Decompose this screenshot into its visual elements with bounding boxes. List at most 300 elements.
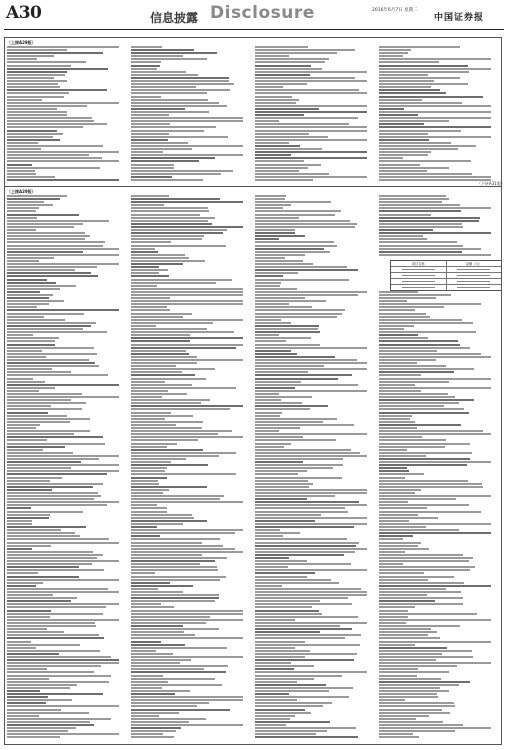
text-line — [379, 480, 468, 482]
text-line — [131, 65, 160, 67]
text-line — [255, 61, 325, 63]
text-line — [379, 439, 446, 441]
text-line — [7, 467, 71, 469]
text-line — [131, 631, 184, 633]
text-line — [131, 74, 198, 76]
text-line — [131, 718, 206, 720]
text-line — [255, 430, 279, 432]
text-line — [255, 266, 347, 268]
text-line — [131, 569, 218, 571]
text-line — [255, 535, 283, 537]
text-line — [255, 275, 283, 277]
text-line — [379, 507, 427, 509]
text-line — [255, 681, 297, 683]
text-line — [379, 102, 462, 104]
text-line — [7, 238, 85, 240]
masthead-rule — [4, 29, 504, 30]
text-line — [131, 248, 155, 250]
text-line — [255, 294, 358, 296]
text-line — [131, 443, 177, 445]
text-line — [379, 160, 471, 162]
text-line — [255, 384, 358, 386]
text-line — [131, 653, 173, 655]
text-line — [7, 634, 99, 636]
text-line — [131, 622, 206, 624]
text-line — [379, 415, 412, 417]
text-line — [255, 316, 337, 318]
text-line — [131, 328, 207, 330]
text-line — [131, 378, 206, 380]
text-line — [7, 232, 85, 234]
text-line — [131, 665, 228, 667]
text-line — [379, 656, 473, 658]
text-line — [7, 92, 69, 94]
text-line — [379, 579, 428, 581]
text-line — [379, 554, 463, 556]
text-line — [255, 548, 367, 550]
text-line — [7, 347, 94, 349]
text-line — [131, 139, 168, 141]
text-line — [7, 68, 108, 70]
text-line — [255, 730, 327, 732]
text-line — [131, 647, 227, 649]
text-line — [7, 678, 49, 680]
text-line — [7, 254, 119, 256]
text-line — [131, 603, 161, 605]
text-line — [7, 517, 49, 519]
text-line — [131, 130, 204, 132]
text-line — [7, 114, 67, 116]
text-line — [7, 235, 90, 237]
text-line — [255, 198, 285, 200]
text-line — [131, 257, 189, 259]
text-line — [379, 443, 470, 445]
text-line — [379, 313, 426, 315]
text-line — [379, 220, 479, 222]
text-line — [379, 467, 407, 469]
text-line — [255, 449, 351, 451]
text-line — [131, 563, 200, 565]
text-line — [379, 105, 491, 107]
text-line — [379, 130, 461, 132]
text-line — [379, 449, 407, 451]
text-line — [7, 542, 119, 544]
text-line — [7, 365, 99, 367]
text-column — [7, 195, 125, 742]
text-line — [379, 356, 491, 358]
text-line — [7, 501, 119, 503]
text-line — [255, 130, 367, 132]
text-line — [131, 260, 205, 262]
text-line — [131, 504, 157, 506]
text-line — [255, 520, 315, 522]
text-line — [131, 517, 194, 519]
text-line — [379, 696, 438, 698]
text-line — [255, 241, 334, 243]
text-line — [7, 334, 33, 336]
text-line — [7, 644, 80, 646]
text-line — [255, 597, 348, 599]
text-line — [255, 126, 367, 128]
page-number: A30 — [6, 3, 42, 23]
text-line — [7, 668, 47, 670]
text-line — [379, 665, 457, 667]
text-line — [131, 418, 165, 420]
text-line — [131, 331, 234, 333]
data-table — [390, 260, 502, 291]
text-line — [379, 86, 431, 88]
text-line — [379, 350, 437, 352]
text-line — [7, 446, 65, 448]
text-line — [131, 492, 163, 494]
text-line — [255, 504, 367, 506]
text-line — [7, 600, 71, 602]
text-line — [255, 170, 299, 172]
text-line — [7, 359, 89, 361]
text-line — [379, 408, 464, 410]
text-line — [7, 724, 94, 726]
text-line — [131, 415, 193, 417]
text-line — [379, 542, 421, 544]
text-line — [7, 696, 48, 698]
text-line — [379, 195, 446, 197]
text-line — [7, 272, 91, 274]
text-line — [379, 412, 469, 414]
text-line — [379, 517, 438, 519]
text-line — [131, 381, 165, 383]
text-line — [255, 709, 305, 711]
text-line — [379, 340, 458, 342]
text-line — [131, 254, 185, 256]
text-line — [131, 461, 171, 463]
text-line — [379, 148, 458, 150]
text-line — [131, 412, 171, 414]
text-line — [379, 576, 454, 578]
text-line — [131, 160, 199, 162]
text-line — [255, 418, 337, 420]
text-line — [379, 71, 469, 73]
text-line — [131, 387, 236, 389]
text-line — [255, 696, 349, 698]
text-line — [255, 470, 307, 472]
text-line — [379, 721, 443, 723]
text-line — [255, 238, 279, 240]
text-line — [7, 390, 39, 392]
text-line — [7, 381, 45, 383]
text-line — [7, 427, 36, 429]
text-line — [255, 687, 353, 689]
text-line — [131, 557, 227, 559]
text-line — [379, 55, 403, 57]
text-line — [255, 282, 281, 284]
text-line — [131, 477, 167, 479]
text-line — [255, 678, 314, 680]
text-line — [379, 126, 491, 128]
text-line — [131, 309, 170, 311]
text-line — [255, 334, 279, 336]
text-line — [7, 226, 74, 228]
text-line — [255, 464, 343, 466]
text-line — [7, 402, 86, 404]
text-line — [379, 207, 491, 209]
text-line — [379, 421, 415, 423]
text-line — [7, 120, 94, 122]
text-line — [255, 405, 328, 407]
text-line — [379, 61, 439, 63]
text-line — [131, 582, 170, 584]
text-line — [379, 145, 476, 147]
text-line — [131, 353, 189, 355]
text-line — [255, 675, 342, 677]
text-line — [255, 545, 356, 547]
text-line — [379, 399, 474, 401]
text-line — [255, 328, 318, 330]
text-line — [7, 297, 49, 299]
text-line — [131, 71, 186, 73]
text-line — [131, 217, 215, 219]
text-line — [131, 396, 162, 398]
text-line — [131, 325, 156, 327]
text-line — [7, 572, 38, 574]
text-line — [379, 501, 408, 503]
text-line — [7, 285, 76, 287]
text-line — [131, 625, 183, 627]
text-line — [7, 309, 119, 311]
text-column — [255, 46, 373, 184]
text-line — [7, 492, 98, 494]
text-line — [7, 662, 119, 664]
text-line — [7, 319, 65, 321]
text-line — [255, 350, 291, 352]
text-line — [255, 133, 309, 135]
text-line — [7, 126, 83, 128]
text-line — [255, 439, 336, 441]
text-line — [7, 157, 102, 159]
text-line — [131, 693, 175, 695]
text-line — [255, 210, 341, 212]
text-line — [255, 517, 367, 519]
text-line — [7, 443, 105, 445]
text-line — [379, 337, 428, 339]
text-line — [131, 721, 189, 723]
text-line — [255, 362, 367, 364]
text-line — [255, 74, 310, 76]
text-line — [7, 566, 79, 568]
text-line — [255, 489, 367, 491]
text-line — [379, 464, 467, 466]
text-line — [379, 303, 481, 305]
text-line — [379, 625, 460, 627]
text-line — [255, 371, 308, 373]
text-line — [379, 582, 464, 584]
text-line — [131, 291, 243, 293]
text-line — [7, 207, 39, 209]
text-column — [131, 46, 249, 184]
text-line — [379, 49, 411, 51]
text-line — [131, 501, 243, 503]
text-line — [379, 430, 483, 432]
text-line — [7, 173, 36, 175]
text-line — [131, 285, 157, 287]
text-line — [7, 49, 67, 51]
text-line — [379, 133, 428, 135]
text-line — [255, 492, 367, 494]
text-line — [379, 514, 418, 516]
text-line — [379, 396, 455, 398]
text-line — [131, 179, 203, 181]
section-divider — [4, 186, 502, 187]
text-line — [255, 223, 357, 225]
text-line — [255, 220, 350, 222]
text-line — [255, 705, 323, 707]
text-line — [379, 58, 491, 60]
table-row — [391, 284, 501, 290]
text-line — [7, 585, 36, 587]
text-line — [255, 322, 291, 324]
text-line — [255, 579, 331, 581]
text-line — [7, 637, 104, 639]
text-line — [131, 204, 164, 206]
text-line — [7, 80, 67, 82]
text-line — [255, 99, 299, 101]
text-line — [131, 117, 243, 119]
text-line — [255, 467, 333, 469]
text-line — [7, 331, 107, 333]
text-line — [7, 102, 119, 104]
text-line — [7, 313, 84, 315]
text-line — [379, 390, 421, 392]
section-title-cn: 信息披露 — [150, 11, 199, 25]
text-line — [379, 452, 472, 454]
text-line — [131, 408, 230, 410]
text-line — [7, 145, 103, 147]
text-line — [255, 551, 355, 553]
text-line — [379, 328, 404, 330]
text-line — [7, 405, 51, 407]
text-line — [131, 551, 243, 553]
text-line — [255, 594, 367, 596]
text-line — [7, 727, 76, 729]
text-line — [7, 266, 97, 268]
text-line — [131, 356, 197, 358]
text-line — [379, 631, 437, 633]
text-line — [131, 705, 197, 707]
text-line — [131, 89, 230, 91]
text-line — [255, 473, 298, 475]
text-line — [131, 591, 183, 593]
text-line — [255, 167, 308, 169]
text-line — [7, 464, 119, 466]
text-line — [379, 705, 455, 707]
text-line — [131, 733, 163, 735]
text-line — [255, 563, 351, 565]
text-line — [379, 300, 407, 302]
text-line — [379, 718, 416, 720]
text-line — [379, 322, 473, 324]
text-line — [131, 303, 243, 305]
text-line — [379, 136, 491, 138]
text-line — [7, 374, 108, 376]
text-line — [7, 461, 81, 463]
text-line — [7, 179, 119, 181]
text-line — [7, 408, 82, 410]
text-line — [379, 387, 491, 389]
text-line — [255, 344, 320, 346]
text-line — [255, 368, 367, 370]
section-title-en: Disclosure — [210, 3, 315, 23]
text-line — [131, 176, 172, 178]
text-line — [131, 46, 162, 48]
text-line — [7, 217, 37, 219]
text-line — [131, 359, 243, 361]
text-line — [255, 718, 290, 720]
continued-note: （下转A31版） — [477, 181, 505, 186]
text-line — [379, 724, 463, 726]
text-line — [379, 120, 449, 122]
text-line — [255, 616, 358, 618]
text-line — [7, 55, 54, 57]
text-line — [7, 325, 91, 327]
text-line — [7, 582, 43, 584]
text-line — [379, 384, 415, 386]
text-line — [7, 631, 64, 633]
text-line — [255, 523, 367, 525]
text-line — [255, 501, 359, 503]
text-line — [7, 560, 119, 562]
text-line — [255, 77, 355, 79]
text-line — [255, 665, 314, 667]
text-line — [255, 232, 295, 234]
text-line — [379, 702, 454, 704]
text-line — [379, 46, 460, 48]
text-line — [255, 613, 322, 615]
text-line — [131, 306, 167, 308]
text-line — [255, 721, 330, 723]
text-line — [255, 105, 367, 107]
text-line — [255, 690, 329, 692]
text-line — [7, 77, 54, 79]
text-line — [131, 514, 192, 516]
text-line — [379, 139, 429, 141]
text-line — [379, 504, 469, 506]
text-line — [379, 204, 460, 206]
text-line — [255, 699, 297, 701]
text-line — [379, 96, 483, 98]
text-line — [131, 610, 243, 612]
text-line — [7, 275, 98, 277]
text-line — [255, 86, 283, 88]
text-line — [255, 108, 319, 110]
text-line — [7, 133, 63, 135]
text-line — [255, 631, 320, 633]
text-line — [255, 396, 312, 398]
text-line — [379, 538, 403, 540]
text-line — [7, 89, 107, 91]
text-line — [7, 303, 49, 305]
text-line — [7, 424, 40, 426]
text-line — [7, 687, 70, 689]
text-line — [7, 282, 56, 284]
text-line — [7, 356, 46, 358]
text-line — [379, 678, 441, 680]
text-line — [7, 452, 73, 454]
text-line — [131, 173, 221, 175]
text-line — [131, 684, 222, 686]
text-line — [7, 151, 119, 153]
text-line — [7, 210, 36, 212]
text-line — [131, 709, 230, 711]
text-line — [131, 263, 183, 265]
